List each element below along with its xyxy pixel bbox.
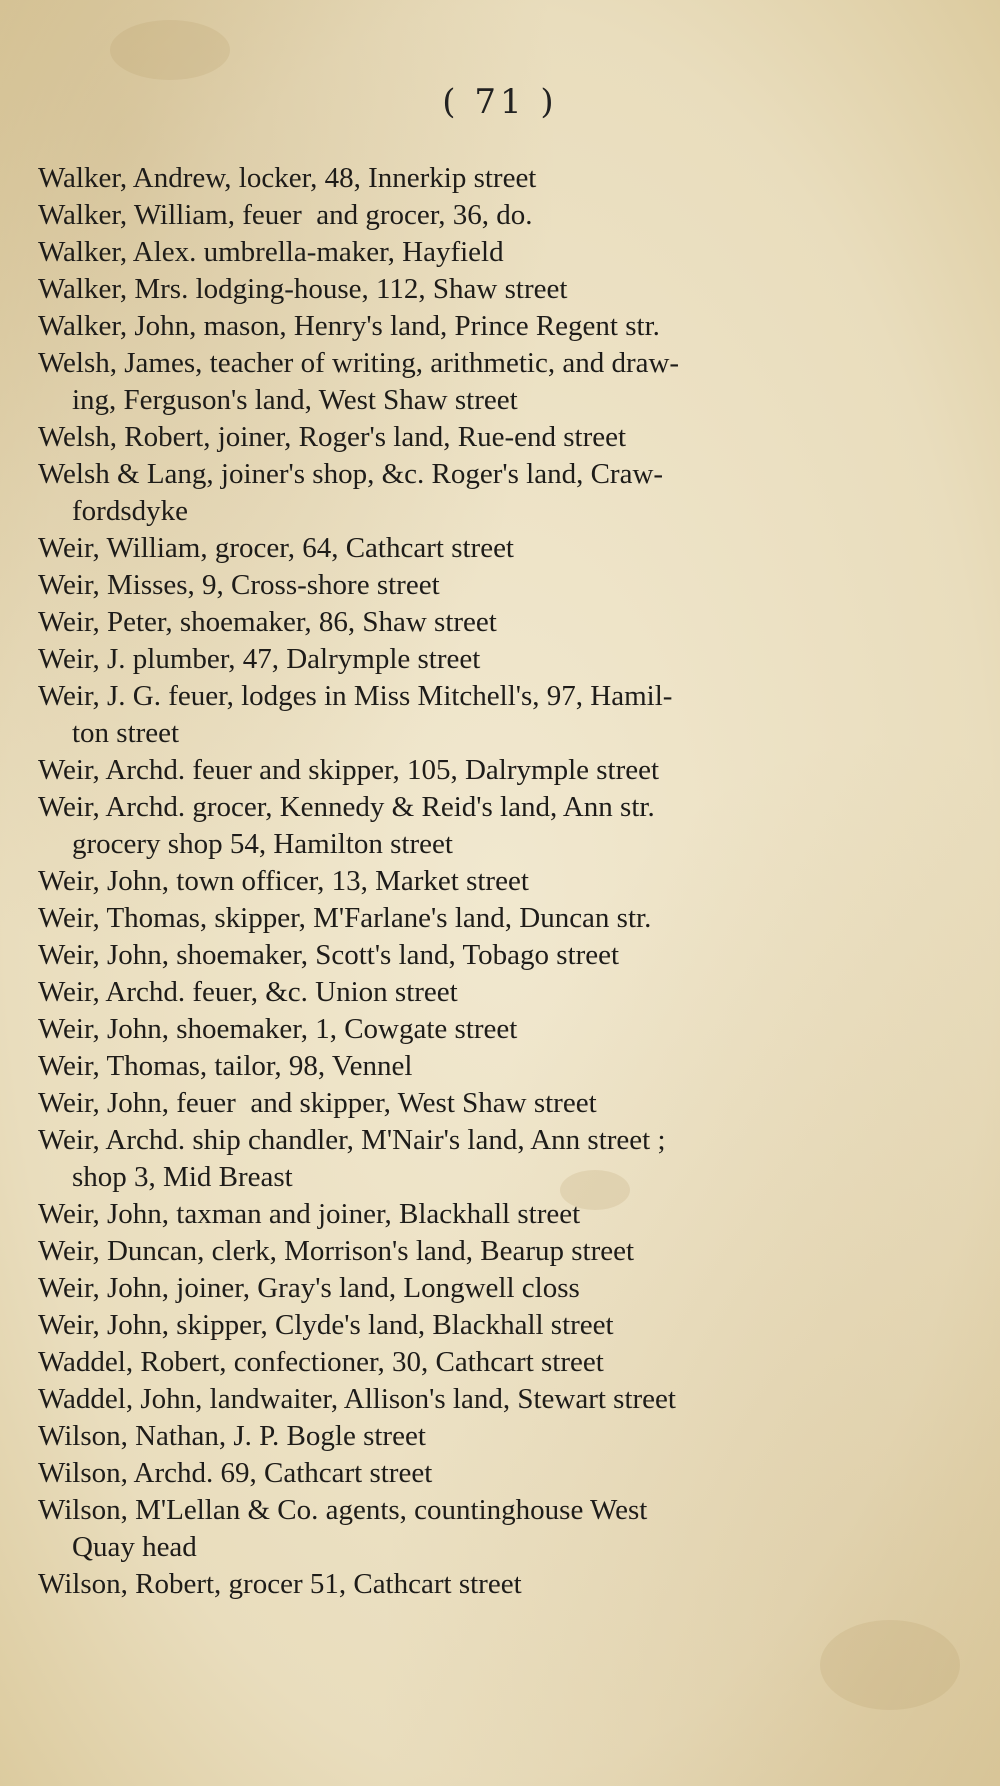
directory-entry — [38, 1196, 938, 1233]
entry-line: Weir, Archd. ship chandler, M'Nair's land, Ann street ; — [38, 1124, 666, 1156]
entry-line: Weir, Archd. feuer and skipper, 105, Dalrymple street — [38, 754, 660, 786]
entry-line: Walker, Alex. umbrella-maker, Hayfield — [38, 236, 504, 268]
paper-stain — [820, 1620, 960, 1710]
page-number: ( 71 ) — [442, 82, 558, 122]
entry-continuation-line: fordsdyke — [72, 495, 188, 527]
directory-entry — [38, 900, 938, 937]
directory-entry — [38, 604, 938, 641]
entry-line: Waddel, John, landwaiter, Allison's land, Stewart street — [38, 1383, 676, 1415]
directory-entry — [38, 530, 938, 567]
directory-entry — [38, 1011, 938, 1048]
directory-entry — [38, 1085, 938, 1122]
directory-entry — [38, 937, 938, 974]
entry-continuation-line: ton street — [72, 717, 180, 749]
directory-entry — [38, 1455, 938, 1492]
entry-line: Walker, John, mason, Henry's land, Prince Regent str. — [38, 310, 660, 342]
entry-line: Weir, Duncan, clerk, Morrison's land, Bearup street — [38, 1235, 635, 1267]
directory-entry — [38, 1566, 938, 1603]
entry-line: Weir, William, grocer, 64, Cathcart street — [38, 532, 514, 564]
entry-line: Weir, Thomas, tailor, 98, Vennel — [38, 1050, 413, 1082]
directory-entry — [38, 863, 938, 900]
entry-line: Walker, William, feuer and grocer, 36, do. — [38, 199, 533, 231]
directory-entry — [38, 567, 938, 604]
directory-entry — [38, 974, 938, 1011]
entry-line: Wilson, Nathan, J. P. Bogle street — [38, 1420, 426, 1452]
entry-continuation-line: grocery shop 54, Hamilton street — [72, 828, 453, 860]
entry-line: Weir, John, skipper, Clyde's land, Blackhall street — [38, 1309, 614, 1341]
entry-continuation-line: shop 3, Mid Breast — [72, 1161, 293, 1193]
directory-entries — [38, 160, 938, 1603]
entry-line: Walker, Mrs. lodging-house, 112, Shaw street — [38, 273, 568, 305]
entry-line: Weir, John, town officer, 13, Market street — [38, 865, 529, 897]
entry-line: Waddel, Robert, confectioner, 30, Cathcart street — [38, 1346, 604, 1378]
directory-entry — [38, 308, 938, 345]
entry-line: Weir, Peter, shoemaker, 86, Shaw street — [38, 606, 497, 638]
entry-line: Weir, John, shoemaker, Scott's land, Tobago street — [38, 939, 620, 971]
entry-line: Wilson, M'Lellan & Co. agents, countinghouse West — [38, 1494, 648, 1526]
directory-entry — [38, 752, 938, 789]
directory-entry — [38, 345, 938, 419]
paper-stain — [110, 20, 230, 80]
entry-line: Weir, Archd. grocer, Kennedy & Reid's land, Ann str. — [38, 791, 655, 823]
directory-entry — [38, 419, 938, 456]
entry-continuation-line: Quay head — [72, 1531, 197, 1563]
directory-entry — [38, 1307, 938, 1344]
directory-entry — [38, 789, 938, 863]
entry-line: Welsh, Robert, joiner, Roger's land, Rue-end street — [38, 421, 627, 453]
entry-line: Weir, John, joiner, Gray's land, Longwell closs — [38, 1272, 580, 1304]
entry-line: Wilson, Archd. 69, Cathcart street — [38, 1457, 433, 1489]
directory-entry — [38, 160, 938, 197]
entry-line: Welsh, James, teacher of writing, arithmetic, and draw- — [38, 347, 680, 379]
entry-line: Weir, J. plumber, 47, Dalrymple street — [38, 643, 481, 675]
entry-line: Weir, John, shoemaker, 1, Cowgate street — [38, 1013, 518, 1045]
directory-entry — [38, 234, 938, 271]
entry-continuation-line: ing, Ferguson's land, West Shaw street — [72, 384, 518, 416]
directory-entry — [38, 1270, 938, 1307]
entry-line: Weir, J. G. feuer, lodges in Miss Mitchell's, 97, Hamil- — [38, 680, 673, 712]
directory-entry — [38, 1492, 938, 1566]
directory-entry — [38, 1122, 938, 1196]
entry-line: Welsh & Lang, joiner's shop, &c. Roger's land, Craw- — [38, 458, 664, 490]
entry-line: Weir, Archd. feuer, &c. Union street — [38, 976, 458, 1008]
directory-entry — [38, 1233, 938, 1270]
entry-line: Walker, Andrew, locker, 48, Innerkip street — [38, 162, 537, 194]
directory-entry — [38, 678, 938, 752]
directory-entry — [38, 271, 938, 308]
entry-line: Weir, John, feuer and skipper, West Shaw street — [38, 1087, 597, 1119]
directory-entry — [38, 1418, 938, 1455]
directory-entry — [38, 1381, 938, 1418]
directory-entry — [38, 456, 938, 530]
directory-entry — [38, 1048, 938, 1085]
directory-entry — [38, 641, 938, 678]
entry-line: Weir, Thomas, skipper, M'Farlane's land, Duncan str. — [38, 902, 652, 934]
entry-line: Weir, John, taxman and joiner, Blackhall street — [38, 1198, 581, 1230]
entry-line: Wilson, Robert, grocer 51, Cathcart street — [38, 1568, 522, 1600]
directory-entry — [38, 1344, 938, 1381]
directory-entry — [38, 197, 938, 234]
entry-line: Weir, Misses, 9, Cross-shore street — [38, 569, 440, 601]
